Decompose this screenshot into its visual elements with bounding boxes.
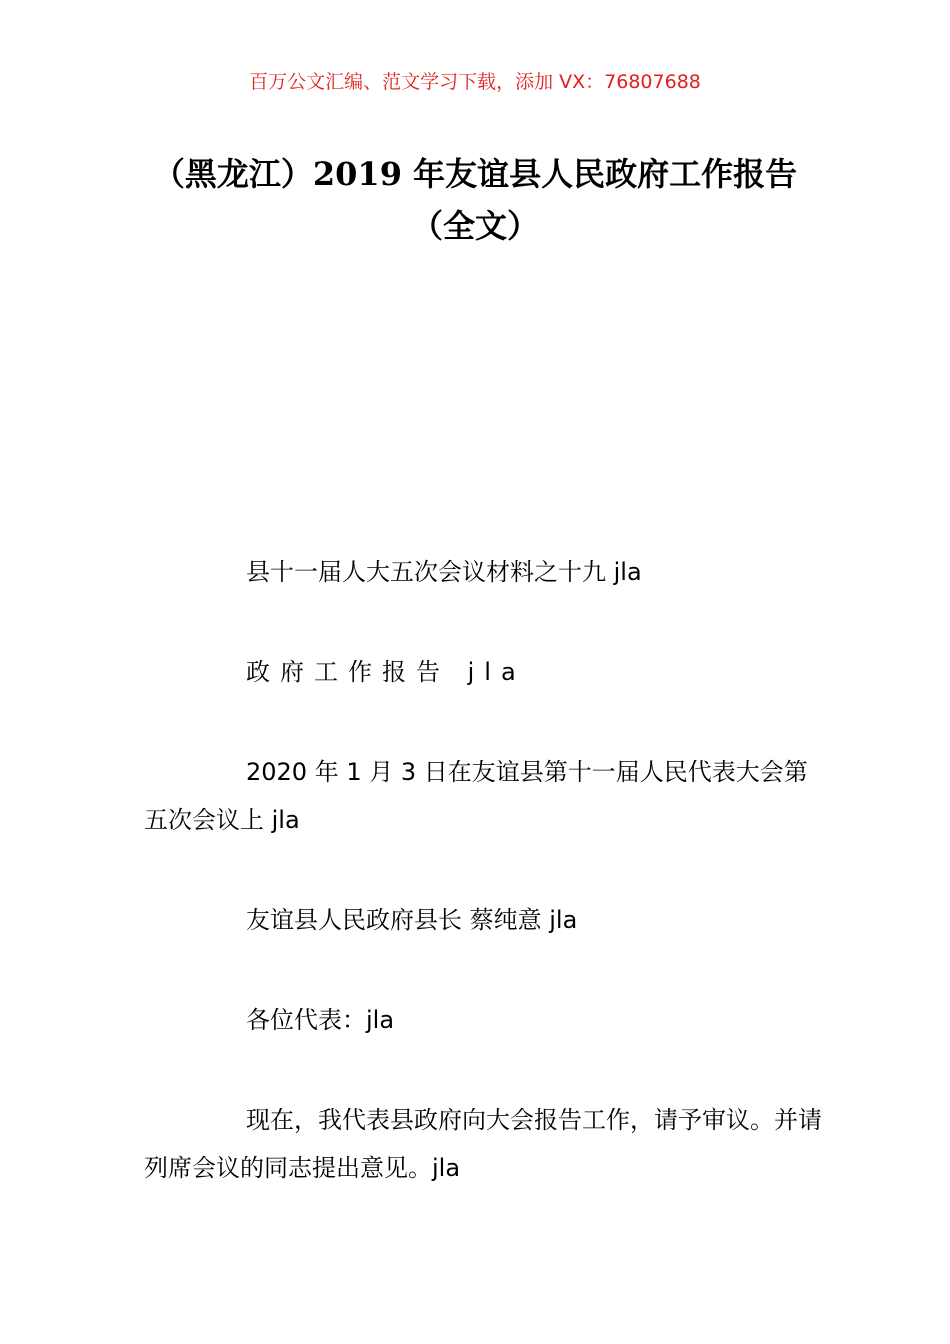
paragraph-report-name: 政府工作报告 jla	[246, 658, 526, 686]
paragraph-speaker: 友谊县人民政府县长 蔡纯意 jla	[246, 906, 578, 934]
watermark-header-note: 百万公文汇编、范文学习下载，添加 VX：76807688	[249, 71, 701, 93]
paragraph-material-number: 县十一届人大五次会议材料之十九 jla	[246, 558, 642, 586]
document-title: （黑龙江）2019 年友谊县人民政府工作报告（全文）	[152, 155, 798, 245]
paragraph-salutation: 各位代表：jla	[246, 1006, 395, 1034]
paragraph-date-line: 2020 年 1 月 3 日在友谊县第十一届人民代表大会第五次会议上 jla	[144, 758, 808, 834]
paragraph-opening: 现在，我代表县政府向大会报告工作，请予审议。并请列席会议的同志提出意见。jla	[144, 1106, 822, 1182]
